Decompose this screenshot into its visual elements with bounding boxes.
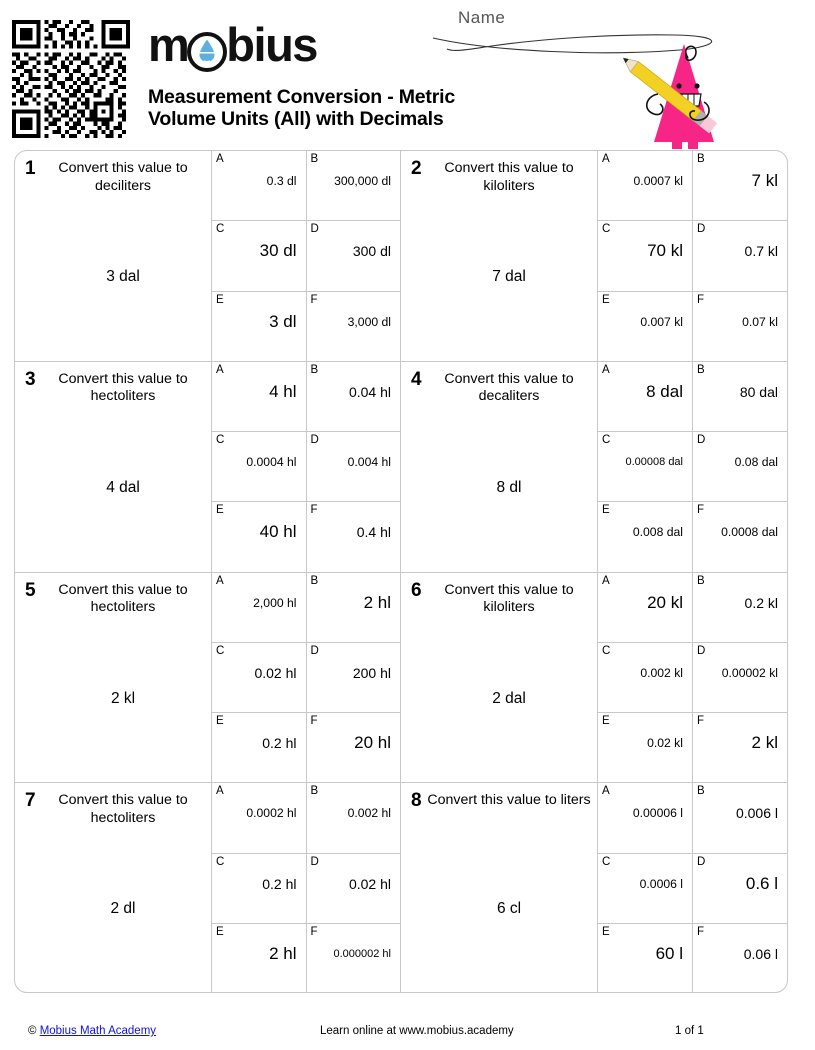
option-c[interactable] — [598, 643, 693, 712]
option-f[interactable] — [307, 924, 401, 993]
question-prompt: Convert this value to deciliters — [58, 160, 188, 194]
option-b[interactable] — [693, 362, 787, 431]
option-letter: D — [697, 434, 706, 446]
option-letter: E — [602, 504, 610, 517]
option-text: 60 l — [655, 944, 683, 964]
option-row — [598, 292, 787, 361]
option-letter: E — [602, 715, 610, 727]
option-letter: A — [602, 785, 610, 798]
option-c[interactable] — [212, 854, 307, 924]
option-letter: F — [310, 504, 318, 517]
option-e[interactable] — [212, 713, 307, 782]
question-row — [15, 151, 787, 362]
option-f[interactable] — [307, 502, 401, 571]
option-row — [212, 502, 400, 571]
question-number: 1 — [25, 158, 36, 179]
option-c[interactable] — [598, 221, 693, 290]
option-d[interactable] — [307, 854, 401, 924]
option-a[interactable] — [212, 151, 307, 220]
question-number: 4 — [411, 368, 422, 390]
option-text: 2 hl — [269, 944, 297, 964]
learn-online-text: Learn online at www.mobius.academy — [320, 1025, 514, 1037]
option-f[interactable] — [693, 924, 787, 993]
option-text: 0.7 kl — [744, 243, 778, 260]
option-row — [212, 362, 400, 432]
option-c[interactable] — [212, 432, 307, 501]
mobius-logo — [148, 18, 317, 71]
option-row — [598, 221, 787, 291]
option-text: 2 kl — [751, 733, 778, 752]
option-row — [212, 643, 400, 713]
question-value: 2 dl — [110, 900, 136, 918]
question-2-prompt-area — [401, 151, 598, 361]
question-1 — [15, 151, 401, 361]
question-7-prompt-area — [15, 783, 212, 993]
option-d[interactable] — [307, 221, 401, 290]
option-text: 0.0004 hl — [246, 455, 297, 469]
question-5 — [15, 573, 401, 783]
option-row — [598, 854, 787, 925]
question-value: 2 kl — [110, 689, 136, 707]
option-c[interactable] — [598, 432, 693, 501]
option-b[interactable] — [307, 151, 401, 220]
option-b[interactable] — [693, 783, 787, 853]
question-number: 6 — [411, 579, 422, 601]
question-8 — [401, 783, 787, 993]
option-letter: B — [310, 153, 319, 165]
option-letter: A — [216, 574, 224, 587]
option-text: 0.00008 dal — [625, 456, 683, 468]
option-text: 0.07 kl — [742, 314, 778, 329]
option-row — [212, 783, 400, 854]
qr-code-icon — [12, 20, 130, 138]
question-2-options — [598, 151, 787, 361]
option-letter: E — [216, 504, 224, 517]
option-letter: E — [216, 926, 224, 939]
option-letter: B — [697, 574, 705, 587]
option-letter: F — [697, 926, 705, 939]
option-f[interactable] — [693, 502, 787, 571]
question-prompt: Convert this value to hectoliters — [58, 792, 188, 826]
question-value: 7 dal — [492, 268, 526, 285]
page-title — [148, 86, 455, 130]
option-letter: D — [697, 644, 706, 657]
option-letter: F — [697, 715, 705, 727]
option-row — [598, 432, 787, 502]
option-f[interactable] — [693, 713, 787, 782]
option-text: 300 dl — [352, 243, 391, 260]
option-e[interactable] — [212, 924, 307, 993]
option-letter: A — [216, 363, 224, 376]
option-text: 0.000002 hl — [333, 948, 391, 961]
question-value: 4 dal — [106, 478, 140, 496]
option-letter: A — [216, 153, 224, 165]
option-c[interactable] — [212, 221, 307, 290]
option-d[interactable] — [307, 432, 401, 501]
question-4-options — [598, 362, 787, 572]
mobius-math-academy-link[interactable]: Mobius Math Academy — [39, 1025, 157, 1037]
option-letter: B — [697, 785, 705, 798]
option-letter: C — [602, 855, 611, 868]
question-row — [15, 573, 787, 784]
question-3 — [15, 362, 401, 572]
option-letter: E — [216, 293, 224, 306]
worksheet-grid — [14, 150, 788, 993]
option-letter: D — [697, 855, 706, 868]
option-letter: A — [602, 363, 610, 376]
question-4 — [401, 362, 787, 572]
option-letter: B — [697, 153, 705, 165]
question-1-prompt-area — [15, 151, 212, 361]
option-a[interactable] — [212, 362, 307, 431]
option-b[interactable] — [307, 573, 401, 642]
option-row — [212, 924, 400, 993]
option-row — [598, 643, 787, 713]
question-3-prompt-area — [15, 362, 212, 572]
option-text: 0.02 hl — [348, 875, 391, 892]
option-a[interactable] — [598, 151, 693, 220]
title-line-2: Volume Units (All) with Decimals — [148, 108, 444, 130]
option-letter: E — [216, 715, 224, 727]
option-row — [212, 854, 400, 925]
option-row — [212, 432, 400, 502]
option-letter: C — [602, 434, 611, 446]
option-e[interactable] — [212, 502, 307, 571]
option-d[interactable] — [693, 854, 787, 924]
brand-name-part-m: m — [148, 18, 189, 71]
option-row — [212, 713, 400, 782]
option-text: 7 kl — [751, 171, 778, 190]
option-letter: C — [602, 644, 611, 657]
option-text: 0.00002 kl — [721, 665, 778, 680]
option-b[interactable] — [307, 362, 401, 431]
option-b[interactable] — [307, 783, 401, 853]
question-value: 6 cl — [496, 900, 522, 918]
option-e[interactable] — [598, 292, 693, 361]
option-f[interactable] — [307, 713, 401, 782]
question-prompt: Convert this value to decaliters — [444, 370, 574, 405]
question-number: 7 — [25, 790, 36, 812]
option-text: 200 hl — [352, 664, 391, 681]
question-value: 8 dl — [496, 478, 522, 496]
water-drop-recycle-icon — [187, 32, 227, 72]
question-6-options — [598, 573, 787, 783]
option-text: 0.00006 l — [632, 806, 683, 821]
question-number: 3 — [25, 368, 36, 390]
option-text: 0.007 kl — [640, 314, 683, 329]
question-6 — [401, 573, 787, 783]
question-prompt: Convert this value to kiloliters — [444, 160, 574, 194]
question-row — [15, 362, 787, 573]
option-e[interactable] — [598, 502, 693, 571]
option-text: 0.2 hl — [262, 875, 297, 892]
option-text: 0.002 kl — [640, 665, 683, 680]
option-row — [212, 573, 400, 643]
option-row — [212, 221, 400, 291]
question-value: 2 dal — [492, 689, 526, 707]
question-2 — [401, 151, 787, 361]
option-text: 0.2 hl — [262, 735, 297, 751]
option-text: 0.0002 hl — [246, 806, 297, 821]
option-letter: A — [602, 153, 610, 165]
option-letter: F — [310, 926, 318, 939]
option-letter: D — [310, 434, 319, 446]
option-text: 0.002 hl — [347, 806, 391, 821]
question-4-prompt-area — [401, 362, 598, 572]
option-letter: D — [310, 855, 319, 868]
option-text: 300,000 dl — [334, 174, 391, 188]
option-d[interactable] — [693, 643, 787, 712]
option-f[interactable] — [693, 292, 787, 361]
option-text: 2 hl — [363, 592, 391, 612]
option-c[interactable] — [598, 854, 693, 924]
question-value: 3 dal — [106, 268, 140, 285]
question-number: 5 — [25, 579, 36, 601]
option-letter: D — [310, 644, 319, 657]
option-text: 40 hl — [259, 522, 297, 542]
option-row — [598, 713, 787, 782]
option-letter: A — [602, 574, 610, 587]
option-letter: C — [216, 855, 225, 868]
question-prompt: Convert this value to kiloliters — [444, 581, 574, 615]
page-footer — [0, 1022, 815, 1050]
option-row — [598, 924, 787, 993]
option-row — [598, 573, 787, 643]
option-text: 3,000 dl — [347, 314, 391, 329]
option-a[interactable] — [598, 783, 693, 853]
option-a[interactable] — [212, 783, 307, 853]
option-row — [598, 783, 787, 854]
option-row — [212, 151, 400, 221]
option-text: 0.02 hl — [254, 664, 297, 681]
option-text: 0.0008 dal — [721, 525, 778, 540]
option-letter: A — [216, 785, 224, 798]
option-text: 0.2 kl — [744, 594, 778, 611]
option-letter: B — [310, 785, 319, 798]
title-line-1: Measurement Conversion - Metric — [148, 86, 455, 108]
option-letter: F — [310, 293, 318, 306]
option-text: 0.06 l — [743, 946, 778, 963]
question-8-prompt-area — [401, 783, 598, 993]
option-letter: E — [602, 926, 610, 939]
question-3-options — [212, 362, 400, 572]
question-8-options — [598, 783, 787, 993]
question-number: 8 — [411, 790, 422, 812]
question-prompt: Convert this value to hectoliters — [58, 370, 188, 405]
question-prompt: Convert this value to hectoliters — [58, 581, 188, 615]
option-e[interactable] — [598, 924, 693, 993]
question-1-options — [212, 151, 400, 361]
option-letter: C — [216, 434, 225, 446]
option-e[interactable] — [598, 713, 693, 782]
page-indicator: 1 of 1 — [675, 1025, 704, 1037]
option-text: 70 kl — [647, 241, 683, 261]
option-text: 0.04 hl — [348, 383, 391, 400]
option-text: 80 dal — [739, 383, 778, 400]
page-header — [0, 0, 815, 148]
option-b[interactable] — [693, 151, 787, 220]
name-label: Name — [458, 8, 506, 27]
brand-name-part-bius: bius — [226, 18, 317, 71]
option-d[interactable] — [693, 221, 787, 290]
option-text: 3 dl — [269, 311, 297, 331]
question-7 — [15, 783, 401, 993]
option-text: 20 kl — [647, 592, 683, 612]
option-letter: B — [310, 363, 319, 376]
option-f[interactable] — [307, 292, 401, 361]
option-letter: C — [216, 223, 225, 236]
option-letter: B — [310, 574, 319, 587]
option-text: 0.02 kl — [647, 736, 683, 750]
option-text: 30 dl — [259, 241, 297, 261]
option-row — [212, 292, 400, 361]
option-letter: E — [602, 293, 610, 306]
option-d[interactable] — [307, 643, 401, 712]
option-text: 20 hl — [354, 733, 391, 752]
option-text: 0.0007 kl — [633, 174, 683, 188]
copyright-block — [28, 1025, 156, 1037]
option-letter: F — [697, 504, 705, 517]
option-text: 0.4 hl — [356, 524, 391, 541]
option-letter: C — [602, 223, 611, 236]
question-row — [15, 783, 787, 993]
option-text: 4 hl — [269, 381, 297, 401]
question-6-prompt-area — [401, 573, 598, 783]
option-row — [598, 362, 787, 432]
option-letter: C — [216, 644, 225, 657]
question-5-prompt-area — [15, 573, 212, 783]
option-letter: D — [697, 223, 706, 236]
option-a[interactable] — [598, 362, 693, 431]
option-text: 0.3 dl — [266, 174, 297, 188]
option-text: 2,000 hl — [253, 595, 297, 610]
option-text: 8 dal — [646, 381, 683, 401]
option-row — [598, 502, 787, 571]
option-letter: F — [697, 293, 705, 306]
option-row — [598, 151, 787, 221]
option-a[interactable] — [598, 573, 693, 642]
option-d[interactable] — [693, 432, 787, 501]
option-a[interactable] — [212, 573, 307, 642]
pink-triangle-character-with-pencil-icon — [596, 34, 746, 149]
option-text: 0.006 l — [735, 805, 778, 822]
question-7-options — [212, 783, 400, 993]
option-text: 0.6 l — [745, 873, 778, 893]
copyright-symbol: © — [28, 1025, 37, 1037]
question-prompt: Convert this value to liters — [427, 792, 591, 809]
option-letter: B — [697, 363, 705, 376]
option-text: 0.08 dal — [734, 455, 778, 469]
question-5-options — [212, 573, 400, 783]
option-letter: D — [310, 223, 319, 236]
option-text: 0.004 hl — [347, 455, 391, 469]
option-text: 0.008 dal — [632, 525, 683, 540]
option-e[interactable] — [212, 292, 307, 361]
option-text: 0.0006 l — [639, 876, 683, 891]
option-b[interactable] — [693, 573, 787, 642]
option-letter: F — [310, 715, 318, 727]
question-number: 2 — [411, 158, 422, 179]
option-c[interactable] — [212, 643, 307, 712]
